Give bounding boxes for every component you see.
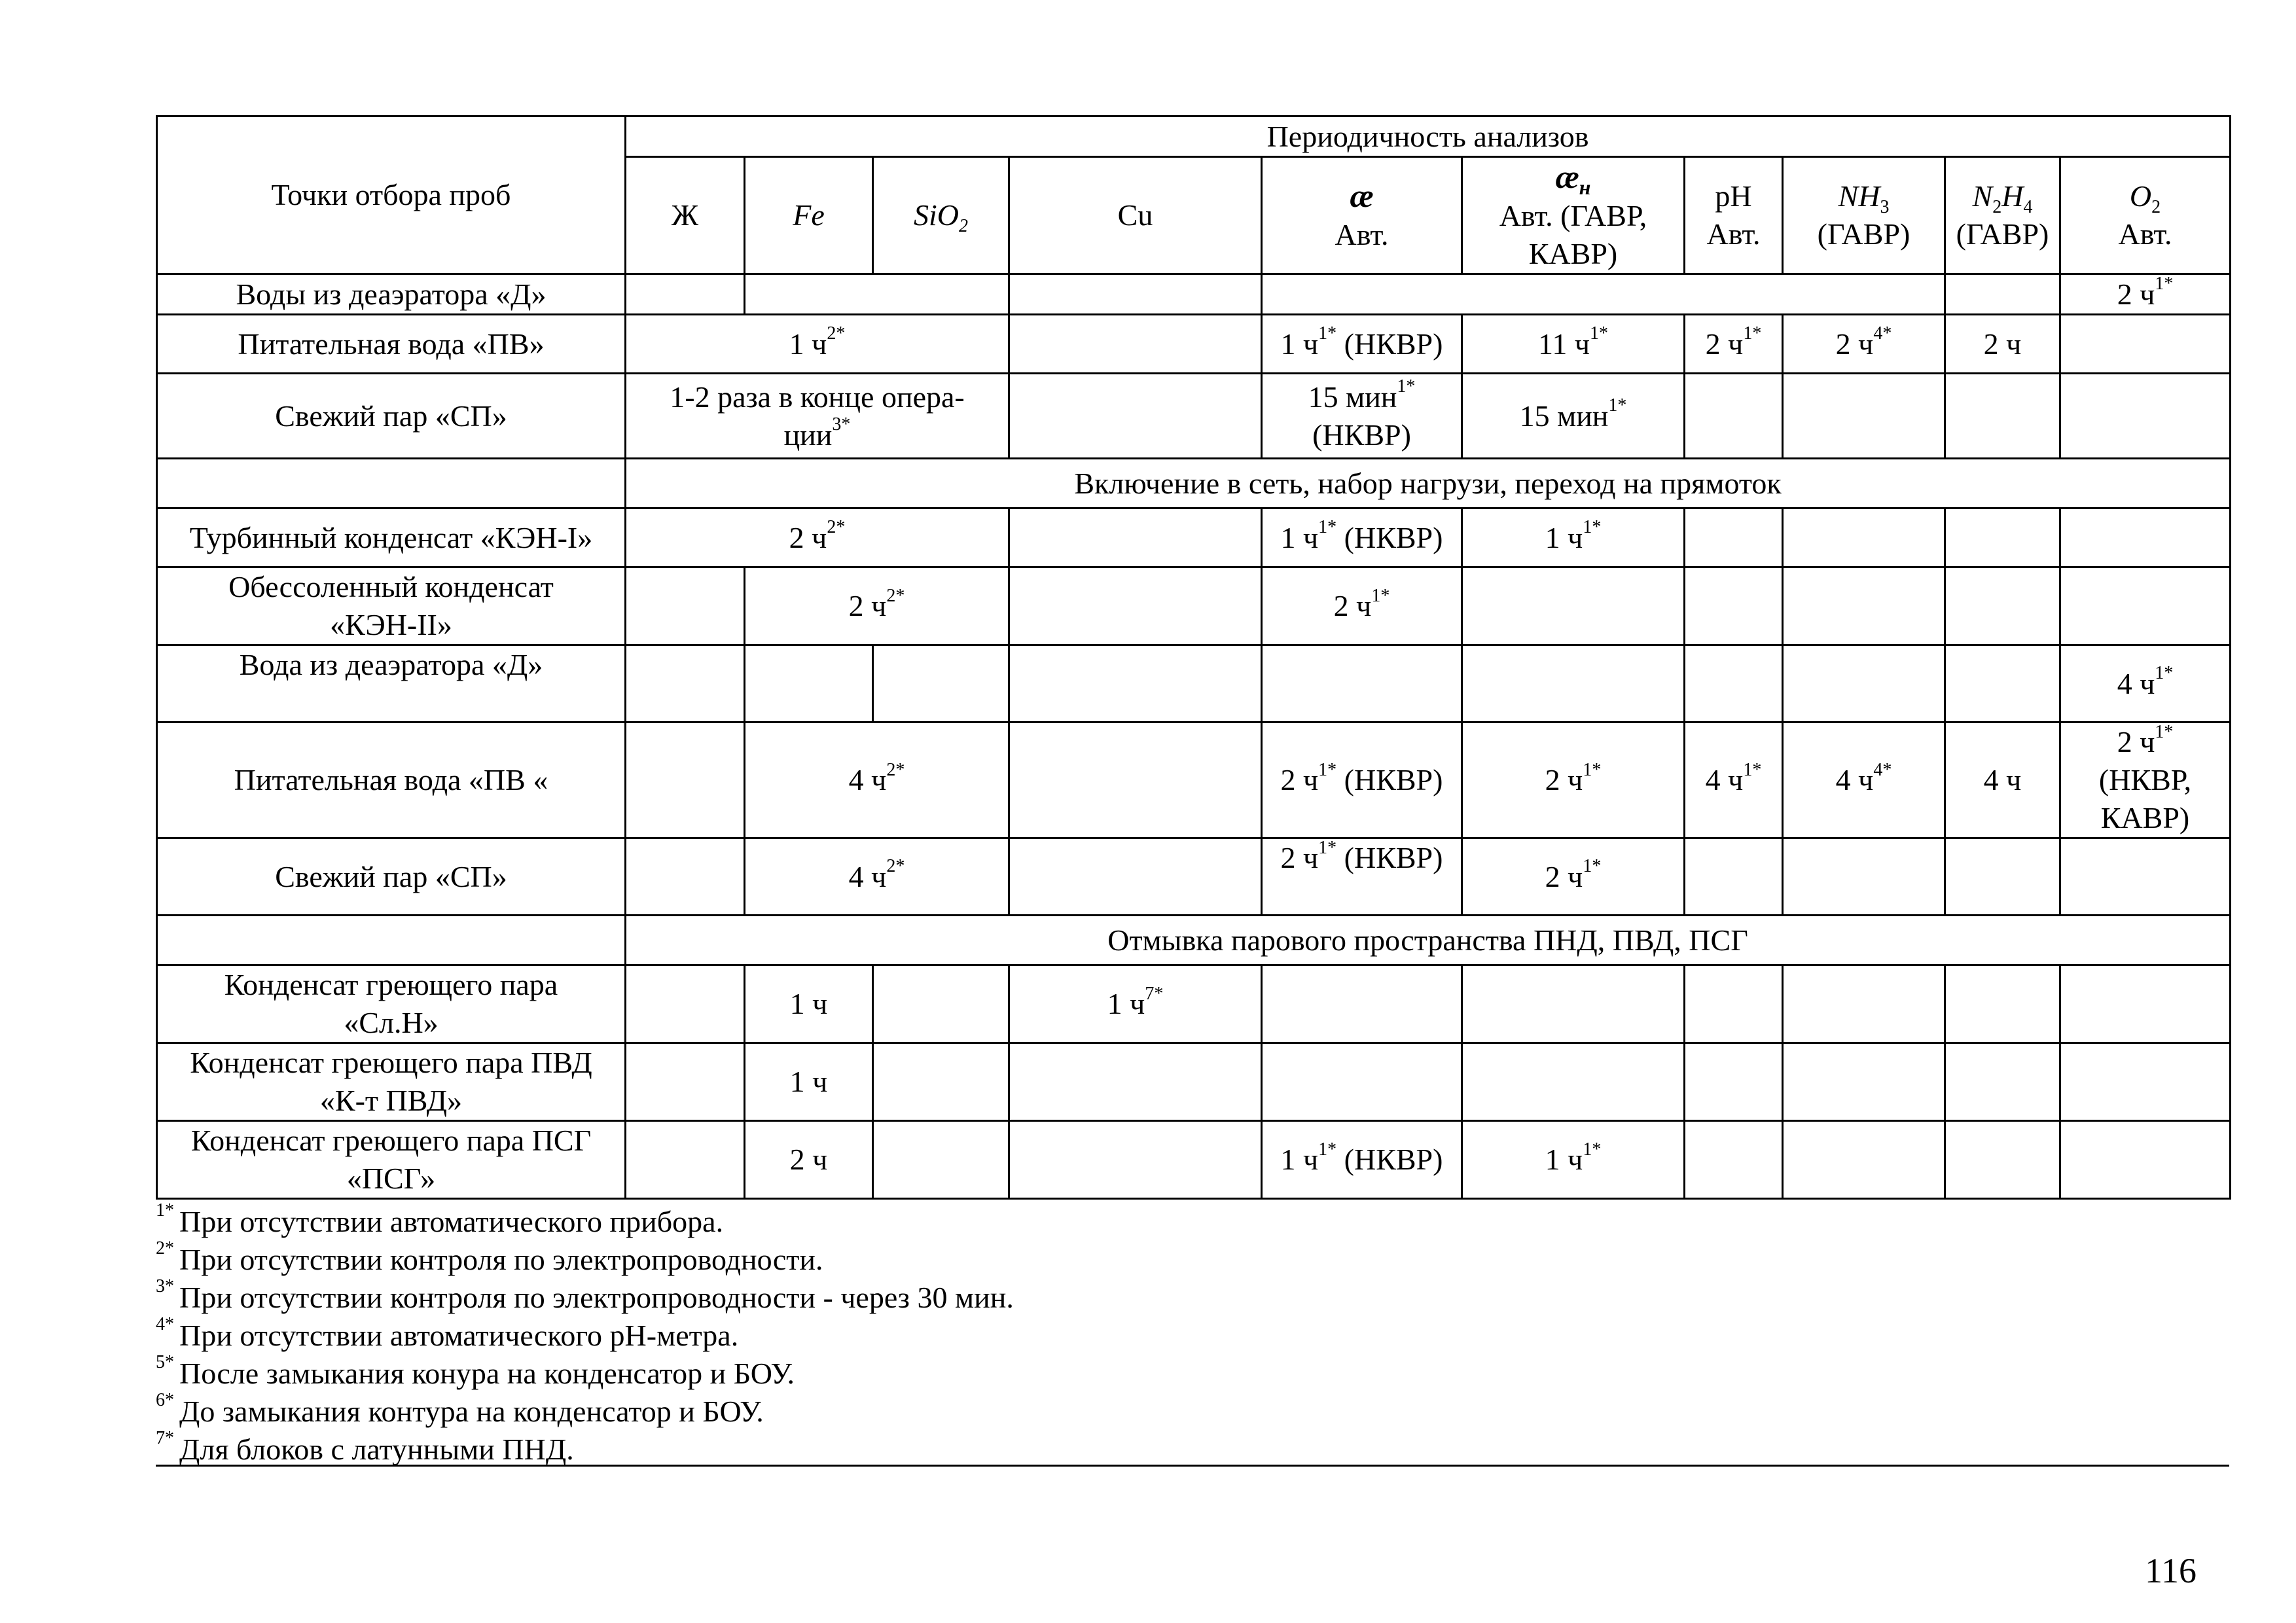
cell-conductivity: 2 $ч^{1*}$ bbox=[1262, 567, 1462, 645]
row-label: Конденсат греющего пара «Сл.Н» bbox=[157, 965, 626, 1043]
row-label: Питательная вода «ПВ « bbox=[157, 722, 626, 838]
page-number: 116 bbox=[2145, 1551, 2197, 1590]
cell-fe-sio2: 2 $ч^{2*}$ bbox=[745, 567, 1009, 645]
cell-conductivity-h: 2 $ч^{1*}$ bbox=[1462, 722, 1685, 838]
cell-n2h4: 4 ч bbox=[1945, 722, 2060, 838]
row-label: Турбинный конденсат «КЭН-I» bbox=[157, 508, 626, 567]
header-nh3: $NH_3$ (ГАВР) bbox=[1783, 157, 1945, 274]
header-sio2: SiO$_2$ bbox=[873, 157, 1009, 274]
section-title: Включение в сеть, набор нагрузи, переход на прямоток bbox=[626, 459, 2231, 508]
header-row-1 bbox=[157, 116, 2231, 157]
row-label: Питательная вода «ПВ» bbox=[157, 315, 626, 374]
cell-cu: 1 $ч^{7*}$ bbox=[1009, 965, 1262, 1043]
cell-n2h4: 2 ч bbox=[1945, 315, 2060, 374]
row-label: Воды из деаэратора «Д» bbox=[157, 274, 626, 315]
header-sampling-points: Точки отбора проб bbox=[157, 116, 626, 274]
footnotes bbox=[156, 1200, 2229, 1469]
footnote: $^{4*}$ При отсутствии автоматического pH-метра. bbox=[156, 1313, 739, 1352]
table-row bbox=[157, 1121, 2231, 1199]
table-row bbox=[157, 1043, 2231, 1121]
footnote: $^{1*}$ При отсутствии автоматического прибора. bbox=[156, 1200, 724, 1238]
cell-conductivity-h: 11 $ч^{1*}$ bbox=[1462, 315, 1685, 374]
cell-fe-sio2: 4 $ч^{2*}$ bbox=[745, 838, 1009, 916]
analysis-schedule-table bbox=[156, 115, 2231, 1200]
cell-nh3: 4 $ч^{4*}$ bbox=[1783, 722, 1945, 838]
footnote: $^{7*}$ Для блоков с латунными ПНД. bbox=[156, 1427, 574, 1466]
row-label: Свежий пар «СП» bbox=[157, 838, 626, 916]
header-fe: Fe bbox=[745, 157, 873, 274]
table-row bbox=[157, 722, 2231, 838]
cell-conductivity: 1 $ч^{1*}$ (НКВР) bbox=[1262, 1121, 1462, 1199]
cell-fe: 1 ч bbox=[745, 1043, 873, 1121]
chi-symbol: æ bbox=[1350, 177, 1374, 214]
cell-conductivity-h: 2 $ч^{1*}$ bbox=[1462, 838, 1685, 916]
cell-o2: 2 $ч^{1*}$ bbox=[2060, 274, 2231, 315]
cell-conductivity: 2 $ч^{1*}$ (НКВР) bbox=[1262, 838, 1462, 916]
chi-h-symbol: æ bbox=[1555, 158, 1579, 195]
table-row bbox=[157, 374, 2231, 459]
cell-conductivity-h: 1 $ч^{1*}$ bbox=[1462, 1121, 1685, 1199]
section-row bbox=[157, 916, 2231, 965]
header-conductivity-h: $æ_н$ Авт. (ГАВР, КАВР) bbox=[1462, 157, 1685, 274]
footnote-rule bbox=[156, 1465, 2229, 1467]
section-title: Отмывка парового пространства ПНД, ПВД, ПСГ bbox=[626, 916, 2231, 965]
header-o2: $O_2$ Авт. bbox=[2060, 157, 2231, 274]
header-n2h4: $N_2H_4$ (ГАВР) bbox=[1945, 157, 2060, 274]
cell-conductivity: 2 $ч^{1*}$ (НКВР) bbox=[1262, 722, 1462, 838]
row-label: Конденсат греющего пара ПВД «К-т ПВД» bbox=[157, 1043, 626, 1121]
header-conductivity: æ Авт. bbox=[1262, 157, 1462, 274]
table-row bbox=[157, 274, 2231, 315]
table-row bbox=[157, 508, 2231, 567]
cell-zh-fe-sio2: 2 $ч^{2*}$ bbox=[626, 508, 1009, 567]
cell-nh3: 2 $ч^{4*}$ bbox=[1783, 315, 1945, 374]
header-analysis-frequency: Периодичность анализов bbox=[626, 116, 2231, 157]
table-row bbox=[157, 645, 2231, 722]
cell-zh-fe-sio2: 1 $ч^{2*}$ bbox=[626, 315, 1009, 374]
table-row bbox=[157, 838, 2231, 916]
cell-o2: 2 $ч^{1*}$ (НКВР, КАВР) bbox=[2060, 722, 2231, 838]
cell-conductivity-h: 15 мин$^{1*}$ bbox=[1462, 374, 1685, 459]
table-row bbox=[157, 567, 2231, 645]
table-row bbox=[157, 965, 2231, 1043]
cell-fe: 2 ч bbox=[745, 1121, 873, 1199]
header-cu: Cu bbox=[1009, 157, 1262, 274]
header-zh: Ж bbox=[626, 157, 745, 274]
row-label: Свежий пар «СП» bbox=[157, 374, 626, 459]
cell-o2: 4 $ч^{1*}$ bbox=[2060, 645, 2231, 722]
cell-conductivity: 1 $ч^{1*}$ (НКВР) bbox=[1262, 315, 1462, 374]
cell-ph: 4 $ч^{1*}$ bbox=[1685, 722, 1783, 838]
footnote: $^{6*}$ До замыкания контура на конденсатор и БОУ. bbox=[156, 1389, 764, 1428]
footnote: $^{3*}$ При отсутствии контроля по электропроводности - через 30 мин. bbox=[156, 1275, 1014, 1314]
row-label: Вода из деаэратора «Д» bbox=[157, 645, 626, 722]
cell-zh-fe-sio2: 1-2 раза в конце опера- ции$^{3*}$ bbox=[626, 374, 1009, 459]
section-row bbox=[157, 459, 2231, 508]
header-ph: pH Авт. bbox=[1685, 157, 1783, 274]
cell-conductivity: 1 $ч^{1*}$ (НКВР) bbox=[1262, 508, 1462, 567]
cell-conductivity-h: 1 $ч^{1*}$ bbox=[1462, 508, 1685, 567]
row-label: Обессоленный конденсат «КЭН-II» bbox=[157, 567, 626, 645]
cell-conductivity: 15 мин$^{1*}$ (НКВР) bbox=[1262, 374, 1462, 459]
row-label: Конденсат греющего пара ПСГ «ПСГ» bbox=[157, 1121, 626, 1199]
table-row bbox=[157, 315, 2231, 374]
footnote: $^{5*}$ После замыкания конура на конденсатор и БОУ. bbox=[156, 1351, 795, 1390]
cell-fe-sio2: 4 $ч^{2*}$ bbox=[745, 722, 1009, 838]
footnote: $^{2*}$ При отсутствии контроля по электропроводности. bbox=[156, 1238, 823, 1276]
cell-fe: 1 ч bbox=[745, 965, 873, 1043]
cell-ph: 2 $ч^{1*}$ bbox=[1685, 315, 1783, 374]
